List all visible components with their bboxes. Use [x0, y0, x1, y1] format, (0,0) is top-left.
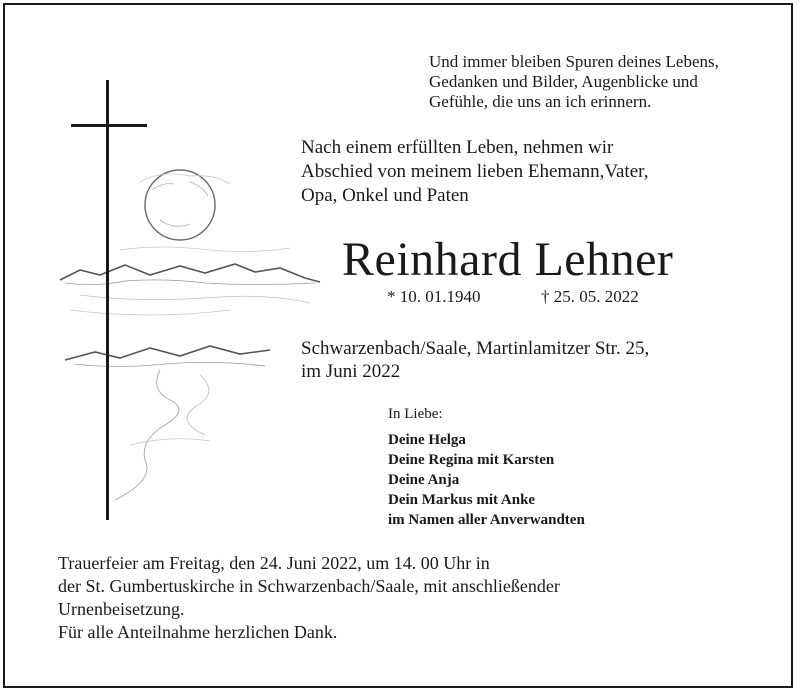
- place-line: im Juni 2022: [301, 361, 401, 382]
- service-line: Trauerfeier am Freitag, den 24. Juni 2022, um 14. 00 Uhr in: [58, 553, 490, 573]
- sun-icon: [145, 170, 215, 240]
- death-date: † 25. 05. 2022: [541, 287, 639, 306]
- place-line: Schwarzenbach/Saale, Martinlamitzer Str. 25,: [301, 338, 650, 359]
- cross-icon: [71, 80, 147, 520]
- service-line: Urnenbeisetzung.: [58, 599, 185, 619]
- mourner-name: Deine Anja: [388, 472, 460, 488]
- mourner-name: Dein Markus mit Anke: [388, 492, 536, 508]
- intro-line: Nach einem erfüllten Leben, nehmen wir: [301, 137, 614, 158]
- quote-line: Gedanken und Bilder, Augenblicke und: [429, 72, 698, 91]
- mourner-name: im Namen aller Anverwandten: [388, 512, 585, 528]
- quote-line: Und immer bleiben Spuren deines Lebens,: [429, 52, 719, 71]
- intro-line: Abschied von meinem lieben Ehemann,Vater,: [301, 161, 649, 182]
- quote-line: Gefühle, die uns an ich erinnern.: [429, 92, 652, 111]
- funeral-service-info: [58, 552, 560, 644]
- landscape-sketch: [40, 70, 330, 530]
- birth-date: * 10. 01.1940: [387, 287, 481, 306]
- mourners-list: [388, 430, 585, 530]
- mourner-name: Deine Helga: [388, 432, 466, 448]
- intro-text: [301, 136, 648, 208]
- intro-line: Opa, Onkel und Paten: [301, 185, 469, 206]
- service-line: der St. Gumbertuskirche in Schwarzenbach/Saale, mit anschließender: [58, 576, 560, 596]
- mourners-heading: In Liebe:: [388, 406, 443, 422]
- quote-verse: [429, 52, 719, 112]
- place-and-date: [301, 337, 649, 383]
- deceased-name: Reinhard Lehner: [342, 233, 674, 286]
- service-line: Für alle Anteilnahme herzlichen Dank.: [58, 622, 338, 642]
- mourner-name: Deine Regina mit Karsten: [388, 452, 555, 468]
